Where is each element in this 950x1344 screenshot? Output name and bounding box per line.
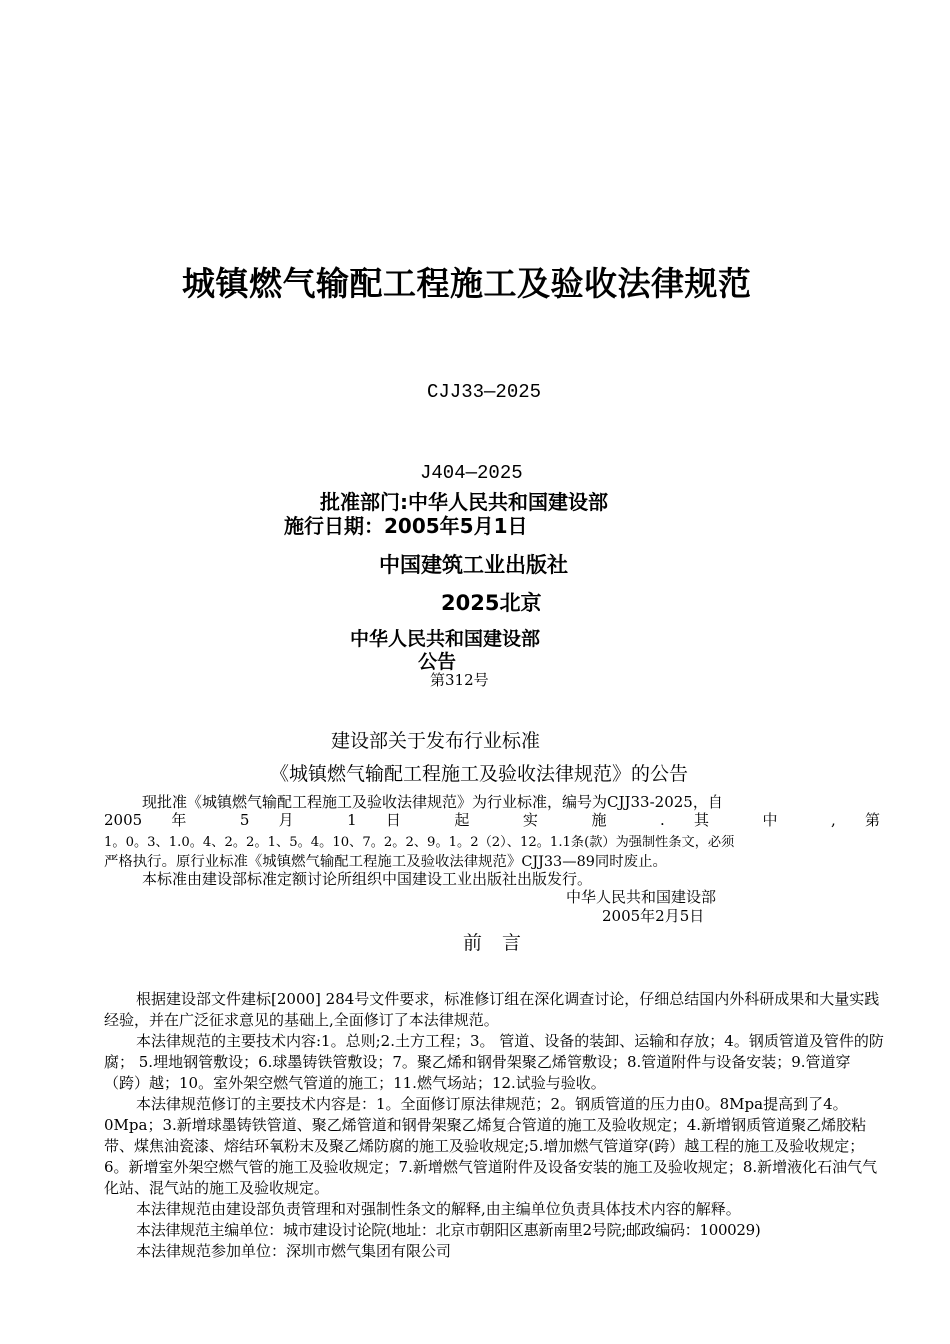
issuing-ministry: 中华人民共和国建设部 (350, 628, 541, 650)
preface-paragraph: 根据建设部文件建标[2000] 284号文件要求，标准修订组在深化调查讨论，仔细总结国内外科研成果和大量实践经验，并在广泛征求意见的基础上,全面修订了本法律规范。 (104, 990, 880, 1029)
preface-paragraph: 本法律规范由建设部负责管理和对强制性条文的解释,由主编单位负责具体技术内容的解释。 (136, 1200, 741, 1218)
document-title: 城镇燃气输配工程施工及验收法律规范 (182, 264, 752, 303)
record-number: J404—2025 (420, 462, 523, 484)
announcement-heading-line2: 《城镇燃气输配工程施工及验收法律规范》的公告 (270, 763, 689, 785)
notice-label: 公告 (418, 651, 457, 673)
announcement-line-5: 本标准由建设部标准定额讨论所组织中国建设工业出版社出版发行。 (142, 870, 593, 888)
announcement-heading-line1: 建设部关于发布行业标准 (331, 730, 541, 752)
notice-number: 第312号 (430, 671, 489, 689)
effective-date: 施行日期：2005年5月1日 (284, 514, 528, 538)
publisher: 中国建筑工业出版社 (379, 553, 568, 577)
preface-body (104, 989, 884, 1262)
announcement-signer: 中华人民共和国建设部 (566, 888, 717, 906)
approval-department: 批准部门:中华人民共和国建设部 (320, 490, 608, 514)
preface-paragraph: 本法律规范参加单位：深圳市燃气集团有限公司 (136, 1242, 452, 1260)
announcement-line-1: 现批准《城镇燃气输配工程施工及验收法律规范》为行业标准，编号为CJJ33-2025，自 (142, 793, 723, 811)
preface-paragraph: 本法律规范修订的主要技术内容是：1。全面修订原法律规范；2。钢质管道的压力由0。8Mpa提高到了4。0Mpa；3.新增球墨铸铁管道、聚乙烯管道和钢骨架聚乙烯复合管道的施工及验收规定；4.新增钢质管道聚乙烯胶粘带、煤焦油瓷漆、熔结环氧粉末及聚乙烯防腐的施工及验收规定;5.增加燃气管道穿(跨）越工程的施工及验收规定；6。新增室外架空燃气管的施工及验收规定；7.新增燃气管道附件及设备安装的施工及验收规定；8.新增液化石油气气化站、混气站的施工及验收规定。 (104, 1095, 878, 1197)
preface-paragraph: 本法律规范主编单位：城市建设讨论院(地址：北京市朝阳区惠新南里2号院;邮政编码：100029) (136, 1221, 761, 1239)
announcement-date: 2005年2月5日 (602, 907, 705, 925)
preface-heading: 前 言 (463, 932, 522, 954)
announcement-line-2: 2005 年 5 月 1 日 起 实 施 . 其 中 , 第 (104, 811, 880, 829)
standard-code: CJJ33—2025 (427, 381, 542, 403)
announcement-line-4: 严格执行。原行业标准《城镇燃气输配工程施工及验收法律规范》CJJ33—89同时废止。 (104, 854, 667, 870)
announcement-line-3: 1。0。3、1.0。4、2。2。1、5。4。10、7。2。2、9。1。2（2）、12。1.1条(款）为强制性条文，必须 (104, 835, 735, 850)
preface-paragraph: 本法律规范的主要技术内容:1。总则;2.土方工程；3。 管道、设备的装卸、运输和存放；4。钢质管道及管件的防腐； 5.埋地钢管敷设；6.球墨铸铁管敷设；7。聚乙烯和钢骨架聚乙烯管敷设；8.管道附件与设备安装；9.管道穿（跨）越；10。室外架空燃气管道的施工；11.燃气场站；12.试验与验收。 (104, 1032, 884, 1092)
publication-place-year: 2025北京 (441, 591, 542, 615)
